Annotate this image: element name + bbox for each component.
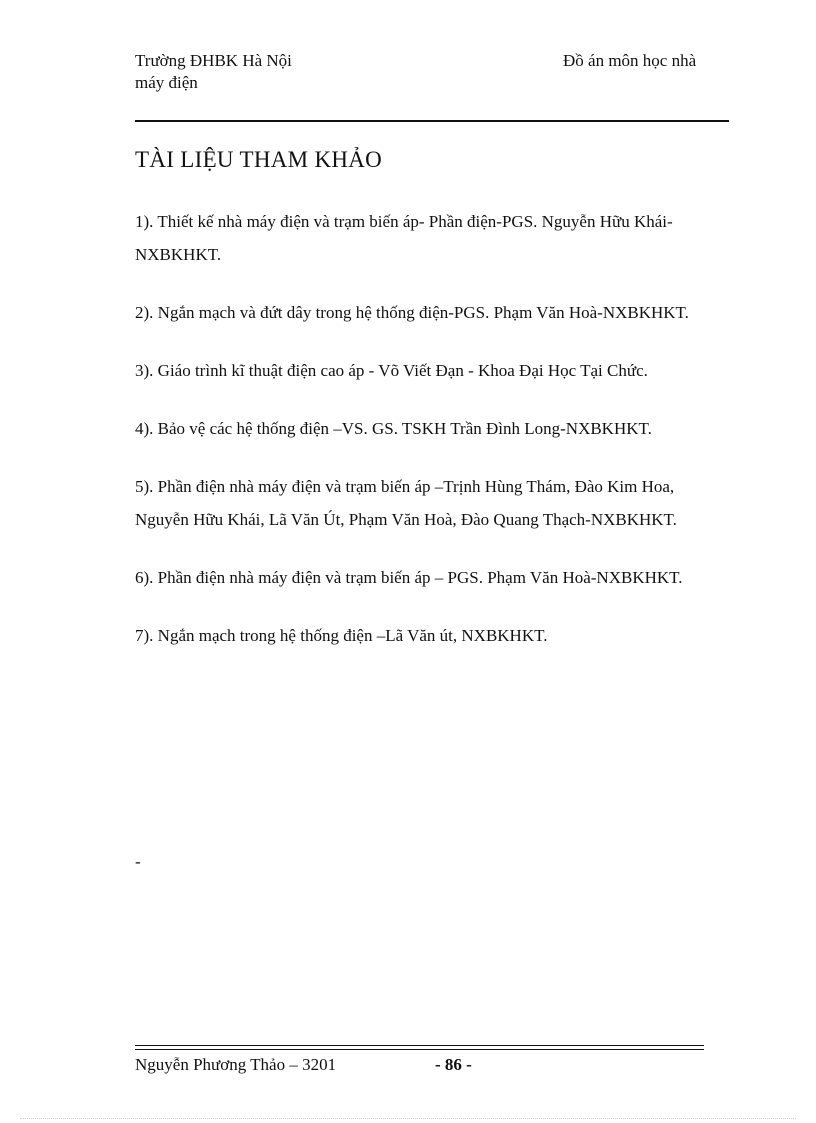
footer-divider	[135, 1045, 704, 1050]
header-left	[135, 50, 292, 94]
reference-item: 5). Phần điện nhà máy điện và trạm biến áp –Trịnh Hùng Thám, Đào Kim Hoa, Nguyễn Hữu Khái, Lã Văn Út, Phạm Văn Hoà, Đào Quang Thạch-NXBKHKT.	[135, 477, 677, 529]
reference-item: 4). Bảo vệ các hệ thống điện –VS. GS. TSKH Trần Đình Long-NXBKHKT.	[135, 419, 652, 438]
page-number: - 86 -	[435, 1055, 472, 1074]
reference-item: 2). Ngắn mạch và đứt dây trong hệ thống điện-PGS. Phạm Văn Hoà-NXBKHKT.	[135, 303, 689, 322]
reference-item: 1). Thiết kế nhà máy điện và trạm biến áp- Phần điện-PGS. Nguyễn Hữu Khái-NXBKHKT.	[135, 212, 673, 264]
stray-dash: -	[135, 852, 141, 871]
header-school: Trường ĐHBK Hà Nội	[135, 51, 292, 70]
page-title: TÀI LIỆU THAM KHẢO	[135, 147, 383, 172]
header-course: Đồ án môn học nhà	[563, 51, 697, 70]
header-continuation: máy điện	[135, 73, 198, 92]
header-divider	[135, 120, 729, 122]
footer-author: Nguyễn Phương Thảo – 3201	[135, 1055, 337, 1074]
reference-item: 6). Phần điện nhà máy điện và trạm biến áp – PGS. Phạm Văn Hoà-NXBKHKT.	[135, 568, 683, 587]
reference-item: 7). Ngắn mạch trong hệ thống điện –Lã Văn út, NXBKHKT.	[135, 626, 548, 645]
reference-list	[135, 205, 725, 677]
page-edge-divider	[20, 1118, 796, 1119]
reference-item: 3). Giáo trình kĩ thuật điện cao áp - Võ Viết Đạn - Khoa Đại Học Tại Chức.	[135, 361, 648, 380]
